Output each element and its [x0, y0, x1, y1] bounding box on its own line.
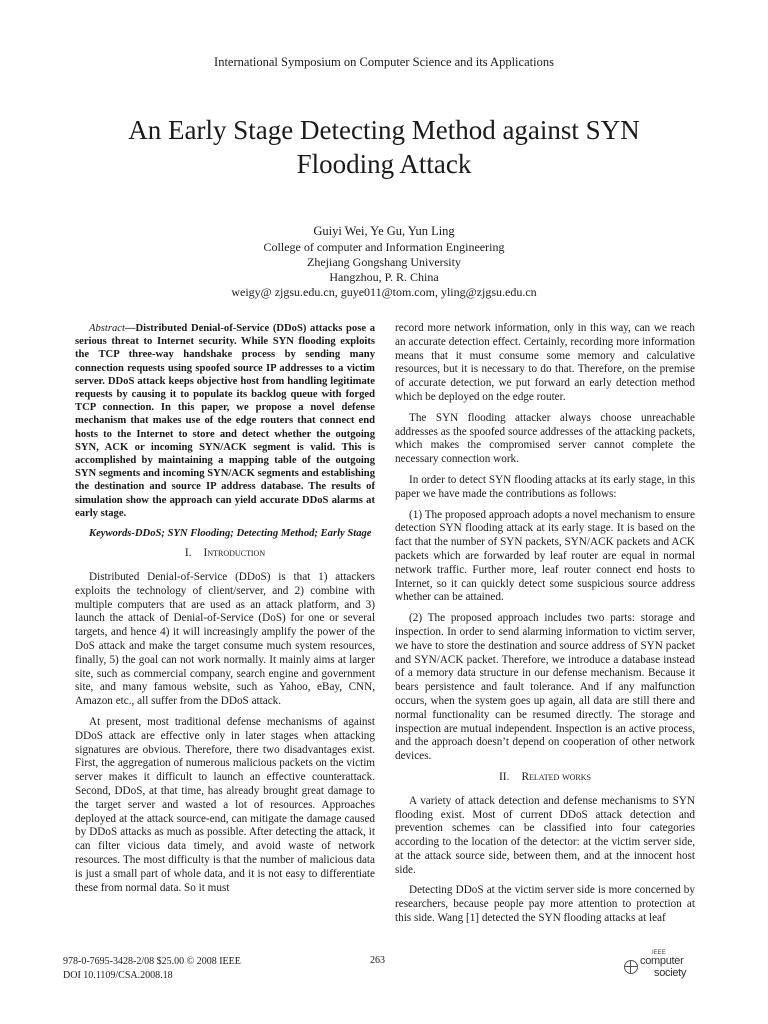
abstract-text: Distributed Denial-of-Service (DDoS) attacks pose a serious threat to Internet security. While SYN flooding exploits the TCP three-way handshake process by sending many connection requests using spoofed source IP addresses to a victim server. DDoS attack keeps objective host from handling legitimate requests by causing it to populate its backlog queue with forged TCP connection. In this paper, we propose a novel defense mechanism that makes use of the edge routers that connect end hosts to the Internet to store and detect whether the outgoing SYN, ACK or incoming SYN/ACK segment is valid. This is accomplished by maintaining a mapping table of the outgoing SYN segments and incoming SYN/ACK segments and establishing the destination and source IP address database. The results of simulation show the approach can yield accurate DDoS alarms at early stage.	[75, 323, 375, 519]
keywords-text: DDoS; SYN Flooding; Detecting Method; Early Stage	[134, 528, 372, 540]
affiliation-emails: weigy@ zjgsu.edu.cn, guye011@tom.com, yling@zjgsu.edu.cn	[231, 285, 537, 299]
section-number: I.	[184, 547, 192, 560]
keywords	[75, 527, 375, 540]
logo-ieee-text: IEEE	[652, 950, 666, 956]
paragraph: (2) The proposed approach includes two parts: storage and inspection. In order to send alarming information to victim server, we have to store the destination and source address of SYN packet and SYN/ACK packet. Therefore, we introduce a database instead of a memory data structure in our defense mechanism. Because it bears persistence and fault tolerance. And if any malfunction occurs, when the system goes up again, all data are still there and normal functionality can be resumed directly. The storage and inspection are mutual independent. Inspection is an active process, and the approach doesn’t depend on cooperation of other network devices.	[395, 612, 695, 763]
footer-doi: DOI 10.1109/CSA.2008.18	[63, 970, 173, 981]
paragraph: Detecting DDoS at the victim server side is more concerned by researchers, because people pay more attention to protection at this side. Wang [1] detected the SYN flooding attacks at leaf	[395, 884, 695, 925]
footer-isbn: 978-0-7695-3428-2/08 $25.00 © 2008 IEEE	[63, 956, 241, 967]
left-column	[75, 322, 375, 902]
title-line-1: An Early Stage Detecting Method against SYN	[128, 115, 640, 145]
ieee-computer-society-logo	[624, 950, 704, 982]
venue-header: International Symposium on Computer Science and its Applications	[214, 55, 554, 69]
section-number: II.	[499, 770, 510, 783]
logo-computer-text: computer	[640, 955, 684, 967]
affiliation	[0, 240, 768, 300]
affiliation-college: College of computer and Information Engineering	[263, 240, 505, 254]
section-heading-related-works	[395, 771, 695, 785]
paragraph: (1) The proposed approach adopts a novel mechanism to ensure detection SYN flooding attack at its early stage. It is based on the fact that the number of SYN packets, SYN/ACK packets and ACK packets which are forwarded by leaf router are equal in normal network traffic. Further more, leaf router connect end hosts to Internet, so it can quickly detect some suspicious source address whether can be attained.	[395, 508, 695, 604]
abstract-dash: —	[124, 323, 136, 334]
right-column	[395, 322, 695, 933]
footer-copyright	[63, 955, 241, 983]
paragraph: The SYN flooding attacker always choose unreachable addresses as the spoofed source addresses of the attacking packets, which makes the compromised server cannot complete the necessary connection work.	[395, 411, 695, 466]
globe-icon	[624, 960, 638, 974]
paragraph: record more network information, only in this way, can we reach an accurate detection effect. Certainly, recording more information means that it must consume some memory and calculative resources, but it is necessary to do that. Therefore, on the premise of accurate detection, we put forward an early detection method which be deployed on the edge router.	[395, 322, 695, 403]
section-title: Related works	[521, 770, 591, 783]
paragraph: Distributed Denial-of-Service (DDoS) is that 1) attackers exploits the technology of client/server, and 2) combine with multiple computers that are used as an attack platform, and 3) launch the attack of Denial-of-Service (DoS) for one or several targets, and hence 4) it will increasingly amplify the power of the DoS attack and make the target consume much system resources, finally, 5) the goal can not work normally. It mainly aims at larger site, such as commercial company, search engine and government site, and many famous website, such as Yahoo, eBay, CNN, Amazon etc., all suffer from the DDoS attack.	[75, 571, 375, 708]
affiliation-city: Hangzhou, P. R. China	[329, 270, 439, 284]
page-number: 263	[370, 955, 385, 966]
authors: Guiyi Wei, Ye Gu, Yun Ling	[313, 224, 455, 238]
abstract-label: Abstract	[89, 323, 125, 334]
keywords-label: Keywords-	[89, 528, 135, 540]
abstract	[75, 322, 375, 520]
section-heading-introduction	[75, 547, 375, 561]
paper-title	[84, 113, 684, 181]
logo-society-text: society	[654, 967, 687, 979]
paragraph: At present, most traditional defense mechanisms of against DDoS attack are effective only in later stages when attacking signatures are obvious. Therefore, there two disadvantages exist. First, the aggregation of numerous malicious packets on the victim server makes it difficult to launch an effective counterattack. Second, DDoS, at that time, has already brought great damage to the target server and wasted a lot of resources. Approaches deployed at the attack source-end, can mitigate the damage caused by DDoS attacks as much as possible. After detecting the attack, it can filter vicious data timely, and avoid waste of network resources. The most difficulty is that the number of malicious data is just a small part of whole data, and it is not easy to differentiate these from normal data. So it must	[75, 716, 375, 894]
paragraph: A variety of attack detection and defense mechanisms to SYN flooding exist. Most of current DDoS attack detection and prevention schemes can be classified into four categories according to the location of the detector: at the victim server side, at the attack source side, between them, and at the innocent host side.	[395, 794, 695, 876]
title-line-2: Flooding Attack	[296, 149, 472, 179]
section-title: Introduction	[203, 547, 266, 560]
affiliation-university: Zhejiang Gongshang University	[307, 255, 461, 269]
paragraph: In order to detect SYN flooding attacks at its early stage, in this paper we have made the contributions as follows:	[395, 473, 695, 500]
